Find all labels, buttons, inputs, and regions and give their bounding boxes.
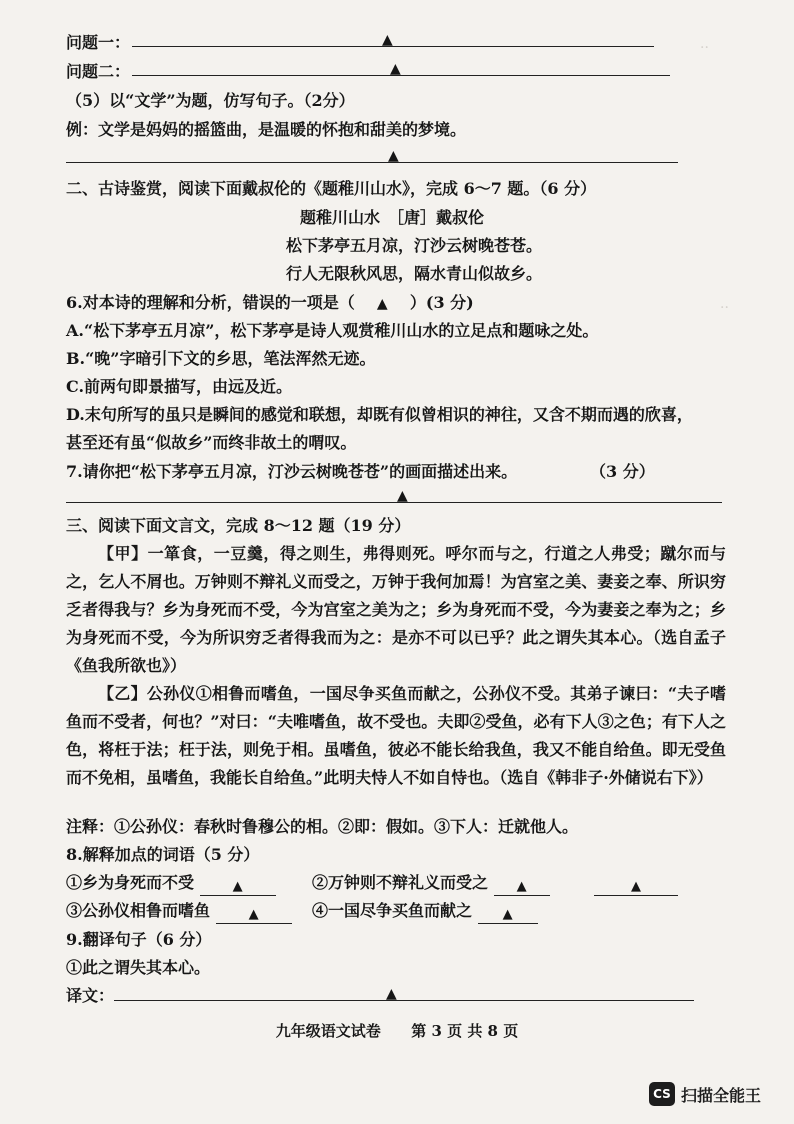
- q8-item-b: [312, 872, 550, 896]
- q8-item-d: [312, 900, 538, 924]
- question-two-label: 问题二：: [66, 62, 131, 81]
- answer-marker-icon: ▲: [390, 61, 401, 77]
- question-one-label: 问题一：: [66, 33, 131, 52]
- answer-marker-icon: ▲: [382, 32, 393, 48]
- q8-answer-blank[interactable]: ▲: [494, 879, 550, 896]
- answer-marker-icon: ▲: [386, 986, 397, 1002]
- bleed-through-mark: ··: [720, 300, 729, 316]
- bleed-through-mark: ··: [700, 40, 709, 56]
- translation-label: 译文：: [66, 986, 115, 1005]
- answer-line[interactable]: [132, 46, 654, 47]
- question-9-sentence-1: ①此之谓失其本心。: [66, 958, 211, 977]
- option-d-line-1: D.末句所写的虽只是瞬间的感觉和联想，却既有似曾相识的神往，又含不期而遇的欣喜，: [66, 405, 693, 424]
- q8-item-b-text: ②万钟则不辩礼义而受之: [312, 873, 489, 892]
- poem-line-1: 松下茅亭五月凉，汀沙云树晚苍苍。: [286, 236, 543, 255]
- q8-answer-blank[interactable]: ▲: [200, 879, 276, 896]
- footer-page-number: 第 3 页 共 8 页: [411, 1022, 519, 1040]
- question-6-text: 6.对本诗的理解和分析，错误的一项是（: [66, 293, 355, 312]
- poem-line-2: 行人无限秋风思，隔水青山似故乡。: [286, 264, 543, 283]
- option-a: A.“松下茅亭五月凉”，松下茅亭是诗人观赏稚川山水的立足点和题咏之处。: [66, 321, 599, 340]
- option-c: C.前两句即景描写，由远及近。: [66, 377, 293, 396]
- imitate-example: 例：文学是妈妈的摇篮曲，是温暖的怀抱和甜美的梦境。: [66, 120, 467, 139]
- q8-answer-blank[interactable]: ▲: [216, 907, 292, 924]
- section-three-title: 三、阅读下面文言文，完成 8～12 题（19 分）: [66, 516, 411, 535]
- passage-jia: 【甲】一箪食，一豆羹，得之则生，弗得则死。呼尔而与之，行道之人弗受；蹴尔而与之，乞人不屑也。万钟则不辩礼义而受之，万钟于我何加焉！为宫室之美、妻妾之奉、所识穷乏者得我与？乡为身死而不受，今为宫室之美为之；乡为身死而不受，今为妻妾之奉为之；乡为身死而不受，今为所识穷乏者得我而为之：是亦不可以已乎？此之谓失其本心。（选自孟子《鱼我所欲也》）: [66, 544, 726, 675]
- answer-marker-icon: ▲: [397, 488, 408, 504]
- question-8: 8.解释加点的词语（5 分）: [66, 845, 260, 864]
- q8-item-c: [66, 900, 292, 924]
- q8-answer-blank[interactable]: ▲: [594, 879, 678, 896]
- question-6: [66, 292, 474, 315]
- answer-line[interactable]: [132, 75, 670, 76]
- footer-subject: 九年级语文试卷: [275, 1022, 381, 1040]
- poem-title: 题稚川山水 ［唐］戴叔伦: [300, 208, 485, 227]
- answer-line[interactable]: [66, 162, 678, 163]
- passage-yi: 【乙】公孙仪①相鲁而嗜鱼，一国尽争买鱼而献之，公孙仪不受。其弟子谏曰：“夫子嗜鱼而不受者，何也？”对曰：“夫唯嗜鱼，故不受也。夫即②受鱼，必有下人③之色；有下人之色，将枉于法；枉于法，则免于相。虽嗜鱼，彼必不能长给我鱼，我又不能自给鱼。即无受鱼而不免相，虽嗜鱼，我能长自给鱼。”此明夫恃人不如自恃也。（选自《韩非子·外储说右下》）: [66, 684, 726, 787]
- q8-item-d-text: ④一国尽争买鱼而献之: [312, 901, 473, 920]
- q8-item-extra: [594, 872, 678, 896]
- answer-marker-icon: ▲: [388, 148, 399, 164]
- option-d-line-2: 甚至还有虽“似故乡”而终非故土的喟叹。: [66, 433, 357, 452]
- option-b: B.“晚”字暗引下文的乡思，笔法浑然无迹。: [66, 349, 376, 368]
- answer-line[interactable]: [114, 1000, 694, 1001]
- question-7: 7.请你把“松下茅亭五月凉，汀沙云树晚苍苍”的画面描述出来。: [66, 462, 518, 481]
- section-two-title: 二、古诗鉴赏，阅读下面戴叔伦的《题稚川山水》，完成 6～7 题。（6 分）: [66, 179, 597, 198]
- question-9: 9.翻译句子（6 分）: [66, 930, 212, 949]
- scanner-app-name: 扫描全能王: [681, 1085, 762, 1105]
- q8-item-c-text: ③公孙仪相鲁而嗜鱼: [66, 901, 211, 920]
- q8-item-a-text: ①乡为身死而不受: [66, 873, 195, 892]
- question-7-score: （3 分）: [590, 462, 655, 481]
- q8-answer-blank[interactable]: ▲: [478, 907, 538, 924]
- answer-marker-icon[interactable]: ▲: [376, 296, 388, 312]
- camscanner-logo-icon: CS: [649, 1082, 675, 1106]
- annotation-notes: 注释：①公孙仪：春秋时鲁穆公的相。②即：假如。③下人：迁就他人。: [66, 817, 579, 836]
- page-footer: [0, 1020, 794, 1041]
- answer-line[interactable]: [66, 502, 722, 503]
- imitate-question: （5）以“文学”为题，仿写句子。（2分）: [66, 91, 355, 110]
- scanner-watermark: [649, 1082, 761, 1106]
- question-6-score: ）(3 分): [409, 293, 474, 312]
- q8-item-a: [66, 872, 276, 896]
